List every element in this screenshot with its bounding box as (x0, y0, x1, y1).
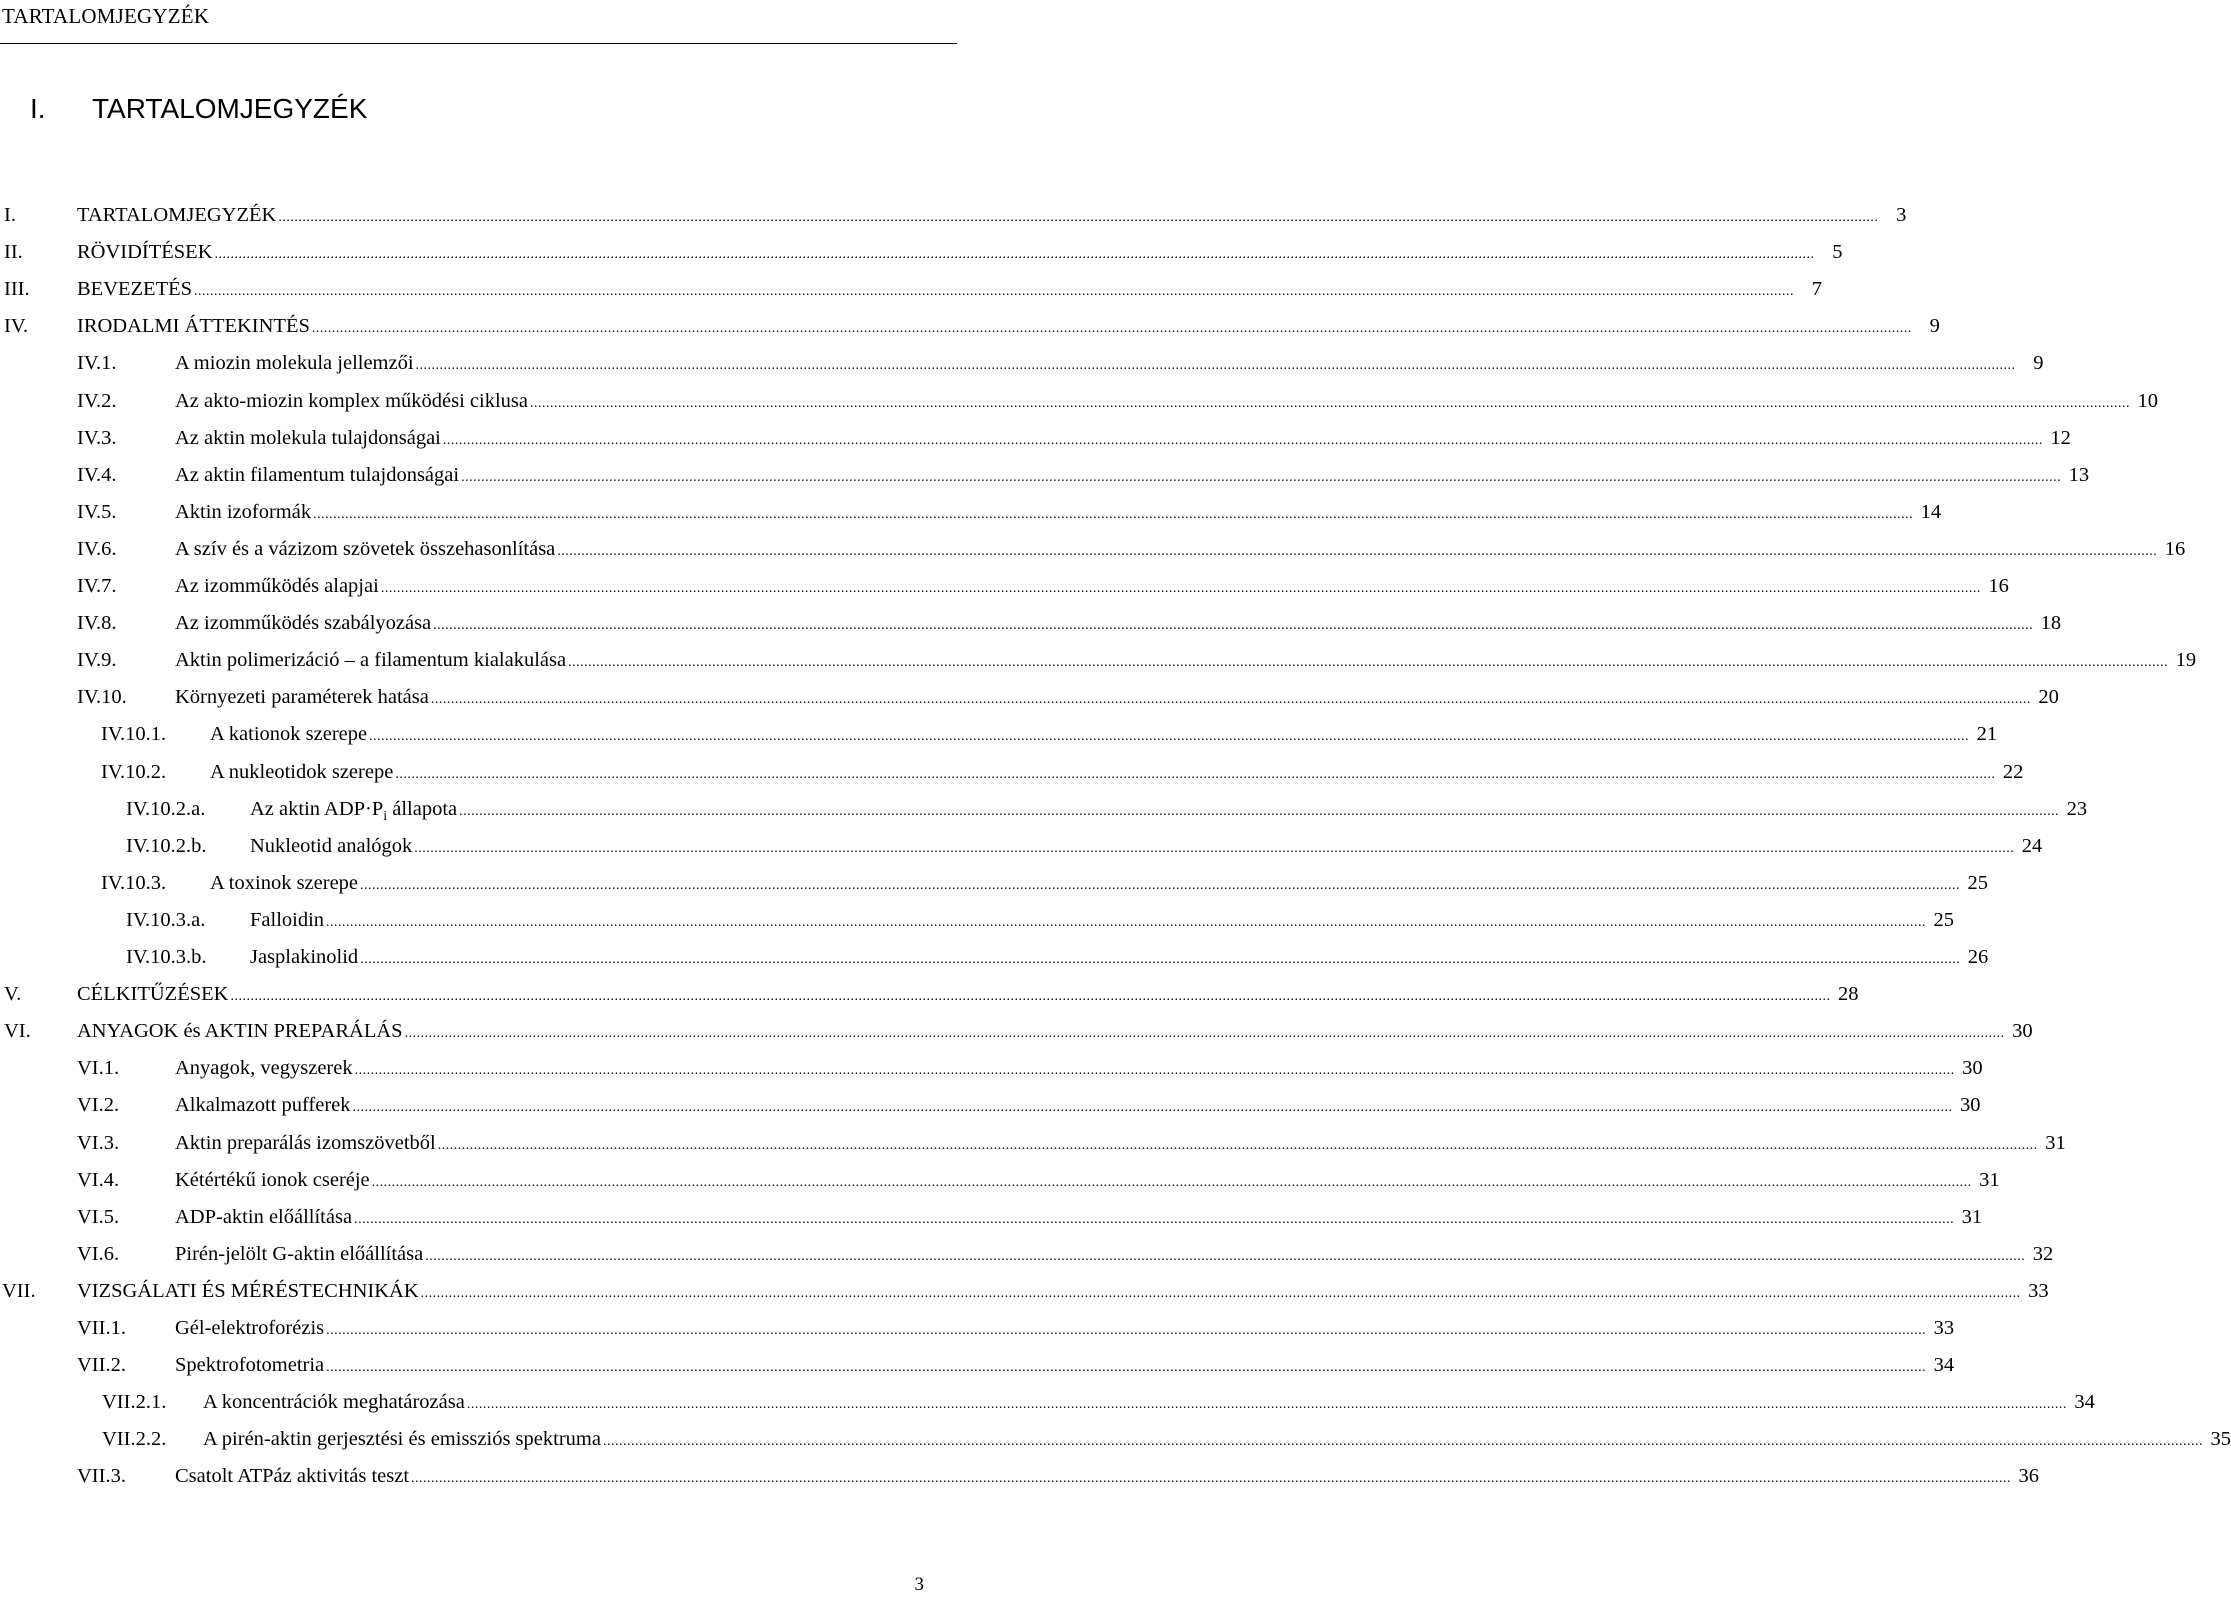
toc-entry-number: IV.10.3. (101, 872, 167, 894)
toc-entry-title: Gél-elektroforézis (175, 1317, 325, 1339)
toc-leader-dots: ................................................................................................................................................................................................................................................................................................................................................................................................................ (278, 210, 1879, 225)
toc-entry-page: 12 (2050, 427, 2071, 449)
toc-entry-number: VII.2.1. (102, 1391, 167, 1413)
toc-leader-dots: ................................................................................................................................................................................................................................................................................................................................................................................................................ (557, 544, 2158, 559)
toc-entry[interactable] (77, 1310, 1955, 1346)
toc-entry-title: A pirén-aktin gerjesztési és emissziós spektruma (203, 1428, 601, 1450)
toc-entry-number: VI.1. (77, 1057, 120, 1079)
toc-leader-dots: ................................................................................................................................................................................................................................................................................................................................................................................................................ (459, 804, 2060, 819)
toc-leader-dots: ................................................................................................................................................................................................................................................................................................................................................................................................................ (442, 433, 2043, 448)
toc-entry[interactable] (77, 1347, 1955, 1383)
toc-entry[interactable] (77, 642, 2197, 678)
toc-entry-title: Kétértékű ionok cseréje (175, 1169, 370, 1191)
toc-entry[interactable] (101, 716, 1998, 752)
toc-entry-page: 36 (2018, 1465, 2040, 1487)
toc-entry-number: VII. (2, 1280, 36, 1302)
chapter-heading-number: I. (30, 93, 46, 124)
toc-entry-number: VI.5. (77, 1206, 120, 1228)
toc-entry-number: VI. (4, 1020, 31, 1042)
toc-entry-line (175, 679, 2059, 718)
toc-entry-page: 30 (1962, 1057, 1983, 1079)
toc-entry[interactable] (4, 197, 1907, 233)
toc-entry-page: 19 (2175, 649, 2197, 671)
toc-leader-dots: ................................................................................................................................................................................................................................................................................................................................................................................................................ (214, 247, 1815, 262)
toc-leader-dots: ................................................................................................................................................................................................................................................................................................................................................................................................................ (529, 396, 2130, 411)
toc-leader-dots: ................................................................................................................................................................................................................................................................................................................................................................................................................ (369, 729, 1970, 744)
toc-entry-page: 22 (2002, 761, 2024, 783)
toc-entry-page: 33 (2028, 1280, 2049, 1302)
toc-entry-number: VI.2. (77, 1094, 120, 1116)
toc-entry[interactable] (77, 345, 2044, 381)
toc-entry-title: BEVEZETÉS (77, 278, 193, 300)
toc-leader-dots: ................................................................................................................................................................................................................................................................................................................................................................................................................ (311, 321, 1912, 336)
toc-entry[interactable] (126, 902, 1955, 938)
toc-entry-number: IV.5. (77, 501, 117, 523)
toc-entry-page: 34 (2074, 1391, 2095, 1413)
toc-leader-dots: ................................................................................................................................................................................................................................................................................................................................................................................................................ (404, 1026, 2005, 1041)
toc-entry[interactable] (4, 271, 1823, 307)
toc-entry-title: A szív és a vázizom szövetek összehasonlítása (175, 538, 556, 560)
toc-entry-title: Aktin polimerizáció – a filamentum kialakulása (175, 649, 567, 671)
toc-entry-number: IV.10.2.b. (126, 835, 207, 857)
toc-entry[interactable] (77, 605, 2062, 641)
toc-leader-dots: ................................................................................................................................................................................................................................................................................................................................................................................................................ (313, 507, 1914, 522)
toc-entry[interactable] (77, 494, 1942, 530)
toc-entry-line (175, 420, 2071, 459)
toc-entry-page: 3 (1896, 204, 1907, 226)
toc-entry-line (175, 1162, 2000, 1201)
toc-leader-dots: ................................................................................................................................................................................................................................................................................................................................................................................................................ (326, 1323, 1927, 1338)
toc-entry-line (210, 716, 1998, 755)
toc-entry-title: A toxinok szerepe (210, 872, 359, 894)
toc-leader-dots: ................................................................................................................................................................................................................................................................................................................................................................................................................ (326, 915, 1927, 930)
toc-entry-number: IV.6. (77, 538, 117, 560)
toc-entry-number: IV.4. (77, 464, 117, 486)
toc-entry-line (77, 1013, 2033, 1052)
toc-entry-number: III. (4, 278, 30, 300)
toc-entry-line (250, 828, 2043, 867)
toc-entry[interactable] (126, 939, 1989, 975)
toc-leader-dots: ................................................................................................................................................................................................................................................................................................................................................................................................................ (395, 767, 1996, 782)
toc-entry-page: 9 (2033, 352, 2044, 374)
toc-leader-dots: ................................................................................................................................................................................................................................................................................................................................................................................................................ (568, 655, 2169, 670)
toc-entry-page: 25 (1933, 909, 1955, 931)
toc-leader-dots: ................................................................................................................................................................................................................................................................................................................................................................................................................ (425, 1249, 2026, 1264)
toc-entry-line (175, 1310, 1955, 1349)
toc-entry[interactable] (77, 531, 2186, 567)
toc-entry-number: VI.3. (77, 1132, 120, 1154)
toc-entry-line (250, 939, 1989, 978)
toc-entry[interactable] (77, 1050, 1983, 1086)
toc-leader-dots: ................................................................................................................................................................................................................................................................................................................................................................................................................ (371, 1175, 1972, 1190)
chapter-heading-title: TARTALOMJEGYZÉK (92, 93, 368, 124)
toc-entry-number: IV.10.3.b. (126, 946, 207, 968)
toc-entry-line (175, 345, 2044, 384)
toc-entry-page: 26 (1967, 946, 1989, 968)
toc-leader-dots: ................................................................................................................................................................................................................................................................................................................................................................................................................ (360, 878, 1961, 893)
toc-entry[interactable] (2, 1273, 2049, 1309)
toc-entry-number: V. (4, 983, 22, 1005)
toc-leader-dots: ................................................................................................................................................................................................................................................................................................................................................................................................................ (354, 1063, 1955, 1078)
toc-entry[interactable] (77, 679, 2059, 715)
toc-entry-page: 7 (1811, 278, 1823, 300)
toc-entry[interactable] (126, 791, 2088, 827)
toc-entry-number: IV. (4, 315, 29, 337)
toc-entry-line (175, 1050, 1983, 1089)
toc-entry-number: VII.1. (77, 1317, 126, 1339)
toc-entry-title: Aktin preparálás izomszövetből (175, 1132, 436, 1154)
toc-entry-line (175, 1347, 1955, 1386)
toc-entry[interactable] (102, 1421, 2231, 1457)
toc-entry-line (175, 457, 2090, 496)
toc-entry-line (175, 1125, 2066, 1164)
toc-entry-title: CÉLKITŰZÉSEK (77, 983, 229, 1005)
toc-entry-title: Környezeti paraméterek hatása (175, 686, 429, 708)
toc-entry[interactable] (77, 1458, 2040, 1494)
toc-entry-number: VII.3. (77, 1465, 126, 1487)
toc-entry[interactable] (101, 754, 2024, 790)
toc-entry[interactable] (77, 420, 2071, 456)
toc-entry-number: IV.10.2. (101, 761, 167, 783)
toc-entry-title: A koncentrációk meghatározása (203, 1391, 465, 1413)
running-header: TARTALOMJEGYZÉK (2, 4, 210, 28)
toc-entry-line (175, 1236, 2054, 1275)
toc-entry-title: A miozin molekula jellemzői (175, 352, 414, 374)
toc-entry-page: 28 (1837, 983, 1859, 1005)
toc-leader-dots: ................................................................................................................................................................................................................................................................................................................................................................................................................ (430, 692, 2031, 707)
toc-leader-dots: ................................................................................................................................................................................................................................................................................................................................................................................................................ (420, 1286, 2021, 1301)
toc-entry[interactable] (77, 383, 2158, 419)
toc-entry-title: A nukleotidok szerepe (210, 761, 394, 783)
toc-leader-dots: ................................................................................................................................................................................................................................................................................................................................................................................................................ (360, 952, 1961, 967)
toc-entry[interactable] (77, 1087, 1981, 1123)
toc-entry-number: IV.9. (77, 649, 117, 671)
toc-entry-number: II. (4, 241, 23, 263)
toc-entry[interactable] (4, 1013, 2033, 1049)
toc-entry-title: IRODALMI ÁTTEKINTÉS (77, 315, 310, 337)
toc-leader-dots: ................................................................................................................................................................................................................................................................................................................................................................................................................ (326, 1360, 1927, 1375)
toc-entry-title: Jasplakinolid (250, 946, 359, 968)
toc-entry-page: 30 (2012, 1020, 2033, 1042)
toc-entry-page: 34 (1933, 1354, 1955, 1376)
toc-entry-line (175, 383, 2158, 422)
toc-entry-title: Falloidin (250, 909, 325, 931)
toc-entry-number: VII.2. (77, 1354, 126, 1376)
toc-entry-page: 9 (1929, 315, 1940, 337)
toc-entry-page: 16 (1988, 575, 2009, 597)
toc-entry-title: Csatolt ATPáz aktivitás teszt (175, 1465, 410, 1487)
toc-entry-page: 31 (1979, 1169, 2000, 1191)
toc-entry-line (175, 531, 2186, 570)
toc-entry-title: RÖVIDÍTÉSEK (77, 241, 213, 263)
toc-entry-page: 33 (1933, 1317, 1955, 1339)
toc-entry-title: ADP-aktin előállítása (175, 1206, 353, 1228)
toc-entry-title: Spektrofotometria (175, 1354, 325, 1376)
toc-entry-line (203, 1384, 2095, 1423)
toc-entry-number: VI.4. (77, 1169, 120, 1191)
toc-entry[interactable] (126, 828, 2043, 864)
toc-entry-number: VII.2.2. (102, 1428, 167, 1450)
toc-leader-dots: ................................................................................................................................................................................................................................................................................................................................................................................................................ (352, 1100, 1953, 1115)
toc-entry[interactable] (77, 1125, 2066, 1161)
toc-entry-number: IV.2. (77, 390, 117, 412)
toc-entry-title: Az izomműködés szabályozása (175, 612, 432, 634)
toc-entry-title: Az izomműködés alapjai (175, 575, 379, 597)
toc-entry-line (77, 197, 1907, 236)
toc-leader-dots: ................................................................................................................................................................................................................................................................................................................................................................................................................ (415, 358, 2016, 373)
toc-entry[interactable] (101, 865, 1989, 901)
toc-leader-dots: ................................................................................................................................................................................................................................................................................................................................................................................................................ (354, 1212, 1955, 1227)
toc-entry-title: Az akto-miozin komplex működési ciklusa (175, 390, 528, 412)
toc-entry-line (175, 605, 2062, 644)
toc-leader-dots: ................................................................................................................................................................................................................................................................................................................................................................................................................ (602, 1434, 2203, 1449)
toc-entry-number: IV.10. (77, 686, 127, 708)
toc-entry-line (77, 234, 1843, 273)
toc-entry[interactable] (77, 1236, 2054, 1272)
toc-entry[interactable] (77, 568, 2009, 604)
toc-entry-line (175, 642, 2197, 681)
toc-entry-page: 20 (2038, 686, 2059, 708)
toc-entry-page: 13 (2068, 464, 2090, 486)
toc-entry[interactable] (77, 1162, 2000, 1198)
header-rule (0, 43, 957, 44)
toc-entry-title: Pirén-jelölt G-aktin előállítása (175, 1243, 424, 1265)
toc-entry-number: IV.3. (77, 427, 117, 449)
toc-entry-title: Aktin izoformák (175, 501, 312, 523)
toc-entry[interactable] (77, 457, 2090, 493)
toc-entry-page: 5 (1832, 241, 1843, 263)
toc-entry[interactable] (4, 976, 1859, 1012)
toc-entry[interactable] (102, 1384, 2095, 1420)
toc-entry-title: Nukleotid analógok (250, 835, 413, 857)
toc-leader-dots: ................................................................................................................................................................................................................................................................................................................................................................................................................ (437, 1138, 2038, 1153)
toc-entry-page: 32 (2032, 1243, 2054, 1265)
toc-entry-number: IV.10.2.a. (126, 798, 206, 820)
toc-entry-page: 23 (2066, 798, 2088, 820)
toc-entry-page: 24 (2021, 835, 2043, 857)
toc-entry-page: 25 (1967, 872, 1989, 894)
toc-entry-page: 14 (1920, 501, 1942, 523)
toc-leader-dots: ................................................................................................................................................................................................................................................................................................................................................................................................................ (461, 470, 2062, 485)
toc-entry-title: VIZSGÁLATI ÉS MÉRÉSTECHNIKÁK (77, 1280, 419, 1302)
toc-entry-line (77, 1273, 2049, 1312)
toc-entry-page: 35 (2210, 1428, 2231, 1450)
toc-entry-line (175, 1087, 1981, 1126)
toc-entry-line (210, 865, 1989, 904)
toc-entry-number: VI.6. (77, 1243, 120, 1265)
toc-entry-line (203, 1421, 2231, 1460)
toc-entry-line (77, 271, 1823, 310)
page-number: 3 (914, 1574, 924, 1595)
toc-entry-line (77, 976, 1859, 1015)
toc-entry-title: Anyagok, vegyszerek (175, 1057, 353, 1079)
toc-entry-number: I. (4, 204, 16, 226)
toc-entry-number: IV.8. (77, 612, 117, 634)
toc-entry-number: IV.1. (77, 352, 117, 374)
toc-entry-page: 31 (2045, 1132, 2066, 1154)
toc-leader-dots: ................................................................................................................................................................................................................................................................................................................................................................................................................ (466, 1397, 2067, 1412)
toc-entry-title: A kationok szerepe (210, 723, 368, 745)
toc-entry-line (210, 754, 2024, 793)
toc-leader-dots: ................................................................................................................................................................................................................................................................................................................................................................................................................ (433, 618, 2034, 633)
toc-entry-page: 18 (2040, 612, 2062, 634)
toc-entry-title: Alkalmazott pufferek (175, 1094, 351, 1116)
toc-entry-title: ANYAGOK és AKTIN PREPARÁLÁS (77, 1020, 403, 1042)
toc-entry[interactable] (4, 308, 1940, 344)
toc-entry-line (175, 568, 2009, 607)
toc-entry-title: Az aktin molekula tulajdonságai (175, 427, 441, 449)
toc-entry[interactable] (77, 1199, 1983, 1235)
toc-entry-title: TARTALOMJEGYZÉK (77, 204, 277, 226)
toc-entry-page: 21 (1976, 723, 1998, 745)
toc-entry-title: Az aktin $ADP\cdot P_i$ állapota (250, 798, 458, 825)
toc-leader-dots: ................................................................................................................................................................................................................................................................................................................................................................................................................ (230, 989, 1831, 1004)
toc-entry-line (175, 1458, 2040, 1497)
toc-entry-line (77, 308, 1940, 347)
toc-entry-number: IV.10.3.a. (126, 909, 206, 931)
toc-leader-dots: ................................................................................................................................................................................................................................................................................................................................................................................................................ (411, 1471, 2012, 1486)
toc-entry-line (250, 902, 1955, 941)
toc-leader-dots: ................................................................................................................................................................................................................................................................................................................................................................................................................ (414, 841, 2015, 856)
toc-entry-number: IV.10.1. (101, 723, 167, 745)
toc-entry-page: 31 (1961, 1206, 1983, 1228)
toc-entry[interactable] (4, 234, 1843, 270)
toc-entry-page: 10 (2137, 390, 2158, 412)
toc-entry-line (175, 1199, 1983, 1238)
toc-entry-page: 30 (1960, 1094, 1981, 1116)
toc-entry-page: 16 (2164, 538, 2186, 560)
toc-leader-dots: ................................................................................................................................................................................................................................................................................................................................................................................................................ (194, 284, 1795, 299)
toc-leader-dots: ................................................................................................................................................................................................................................................................................................................................................................................................................ (380, 581, 1981, 596)
toc-entry-line (175, 494, 1942, 533)
toc-entry-title: Az aktin filamentum tulajdonságai (175, 464, 460, 486)
toc-entry-number: IV.7. (77, 575, 117, 597)
